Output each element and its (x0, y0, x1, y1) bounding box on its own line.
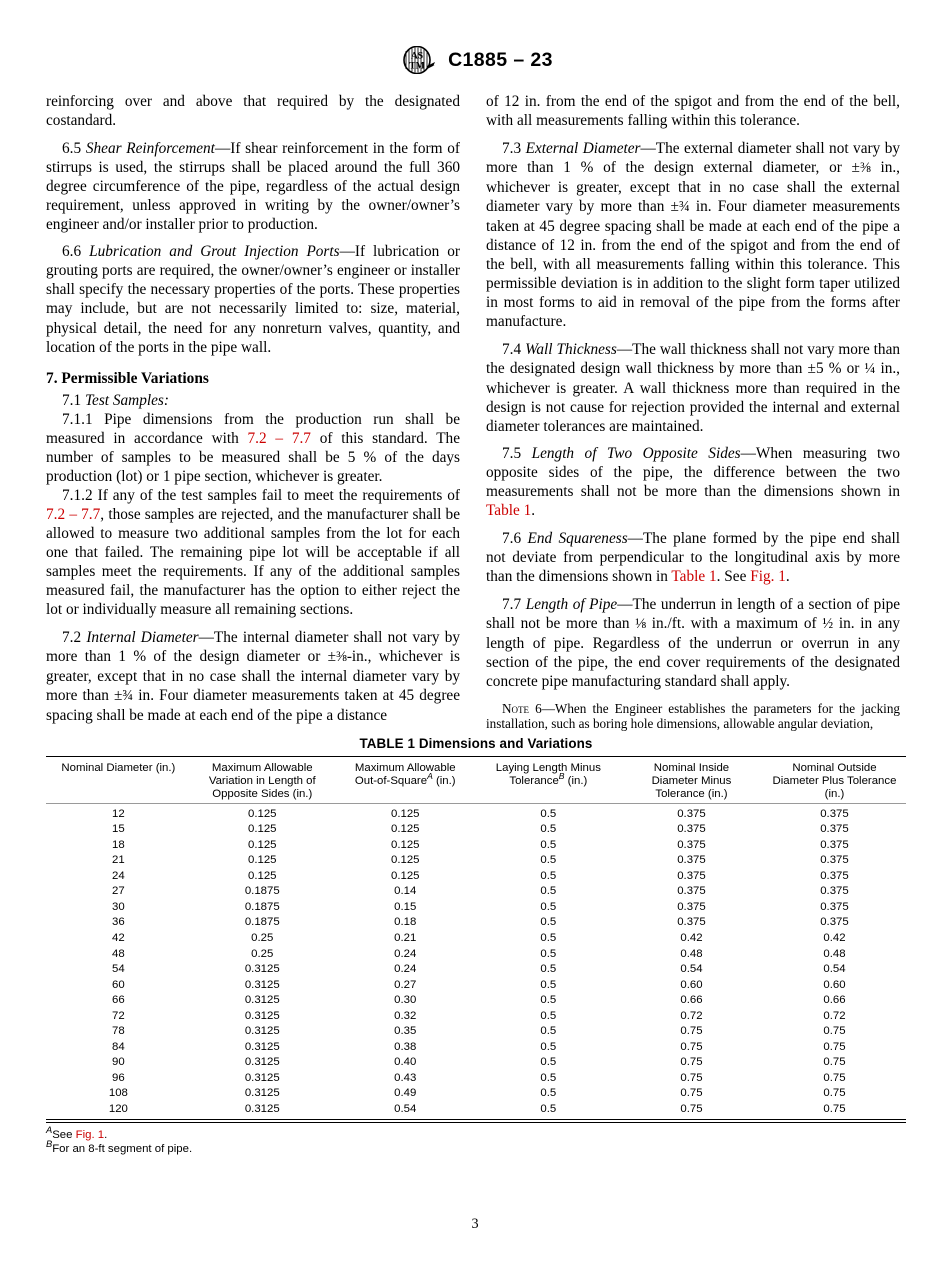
cell-nominal-outside-diameter-plus-tolerance: 0.75 (823, 1087, 846, 1100)
table-row (46, 993, 906, 1009)
cell-laying-length-minus-tolerance: 0.5 (540, 931, 557, 944)
section-7-1-2-text-a: If any of the test samples fail to meet the requirements of (97, 486, 461, 504)
section-7-6 (486, 529, 900, 586)
page-header (0, 46, 950, 80)
section-7-2-text-c: in. Four diameter measurements taken at 45 degree spacing shall be made at each end of the pipe a distance (46, 686, 460, 724)
cell-nominal-outside-diameter-plus-tolerance: 0.75 (823, 1071, 846, 1084)
header-line: Tolerance (509, 774, 559, 787)
cell-max-variation-opposite-sides: 0.1875 (244, 900, 280, 913)
section-7-1-2-text-b: , those samples are rejected, and the manufacturer shall be allowed to measure two additional samples from the lot for each one that failed. The remaining pipe lot will be acceptable if all samples meet the requirements. If any of the additional samples measured fail, the manufacturer has the option to either reject the lot or individually measure all remaining sections. (46, 505, 460, 619)
cell-max-out-of-square: 0.43 (394, 1071, 417, 1084)
cell-laying-length-minus-tolerance: 0.5 (540, 1071, 557, 1084)
column-header-nominal-diameter (46, 757, 191, 804)
cell-laying-length-minus-tolerance: 0.5 (540, 1009, 557, 1022)
section-7-3-title: External Diameter (525, 139, 641, 157)
cell-max-out-of-square: 0.38 (394, 1040, 417, 1053)
cell-nominal-outside-diameter-plus-tolerance: 0.375 (820, 854, 849, 867)
section-7-1-1-text-a: Pipe dimensions from the production run shall be measured in accordance with (46, 410, 460, 447)
fraction-one-eighth: ⅛ (635, 615, 647, 632)
cell-max-variation-opposite-sides: 0.125 (248, 823, 277, 836)
cell-laying-length-minus-tolerance: 0.5 (540, 1087, 557, 1100)
section-7-2-text-a: —The internal diameter shall not vary by more than 1 % of the design diameter or ± (46, 628, 460, 665)
table-1-dimensions-and-variations (46, 756, 906, 1120)
table-row (46, 853, 906, 869)
section-7-3-text-c: in. Four diameter measurements taken at 45 degree spacing shall be made at each end of the pipe a distance of 12 in. from the end of the spigot and from the end of the bell, with all measurements falling within this tolerance. This permissible deviation is in addition to the slight form taper utilized in most forms to aid in removal of the pipe from the forms after manufacture. (486, 197, 900, 331)
svg-text:AS: AS (410, 50, 424, 62)
cell-max-variation-opposite-sides: 0.125 (248, 838, 277, 851)
section-7-3-number: 7.3 (502, 139, 522, 157)
section-6-5-text: —If shear reinforcement in the form of stirrups is used, the stirrups shall be placed around the full 360 degree circumference of the pipe, regardless of the actual design requirement, unless approved in writing by the owner/owner’s engineer and/or installer prior to production. (46, 139, 460, 233)
cell-max-variation-opposite-sides: 0.3125 (244, 963, 280, 976)
note-label: Note (502, 700, 530, 716)
section-7-5-title: Length of Two Opposite Sides (531, 445, 741, 463)
cell-nominal-inside-diameter-minus-tolerance: 0.375 (677, 823, 706, 836)
section-7-1-2 (46, 486, 460, 619)
cell-nominal-outside-diameter-plus-tolerance: 0.75 (823, 1025, 846, 1038)
cell-laying-length-minus-tolerance: 0.5 (540, 838, 557, 851)
cell-nominal-outside-diameter-plus-tolerance: 0.375 (820, 900, 849, 913)
cell-max-variation-opposite-sides: 0.3125 (244, 994, 280, 1007)
header-line: Out-of-Square (354, 774, 428, 787)
cell-max-variation-opposite-sides: 0.125 (248, 854, 277, 867)
carryover-paragraph: of 12 in. from the end of the spigot and from the end of the bell, with all measurements falling within this tolerance. (486, 93, 900, 130)
table-row (46, 1055, 906, 1071)
cell-nominal-inside-diameter-minus-tolerance: 0.375 (677, 854, 706, 867)
table-row (46, 868, 906, 884)
header-line: Diameter Minus (651, 774, 732, 787)
table-1-block (46, 736, 906, 1157)
cell-nominal-inside-diameter-minus-tolerance: 0.375 (677, 869, 706, 882)
cell-nominal-diameter: 54 (112, 963, 125, 976)
table-row (46, 915, 906, 931)
footnote-marker-a: A (427, 771, 433, 782)
header-line: Nominal Inside (653, 762, 730, 774)
table-footnote (46, 1125, 906, 1142)
table-row (46, 1008, 906, 1024)
crossref-fig-1[interactable]: Fig. 1 (75, 1128, 105, 1141)
cell-max-out-of-square: 0.125 (390, 869, 420, 882)
cell-max-variation-opposite-sides: 0.125 (248, 869, 277, 882)
cell-laying-length-minus-tolerance: 0.5 (540, 916, 557, 929)
left-column (46, 92, 460, 725)
cell-nominal-inside-diameter-minus-tolerance: 0.375 (677, 900, 706, 913)
column-header-max-allowable-variation-length-opposite-sides (191, 757, 334, 804)
cell-laying-length-minus-tolerance: 0.5 (540, 963, 557, 976)
section-7-5-text-b: . (531, 502, 536, 520)
column-header-nominal-inside-diameter-minus-tolerance (620, 757, 763, 804)
table-1-caption: TABLE 1 Dimensions and Variations (359, 736, 593, 751)
cell-max-out-of-square: 0.14 (394, 885, 417, 898)
table-row (46, 822, 906, 838)
section-7-3-text-b: in., whichever is greater, except that in no case shall the external diameter vary by more than ± (486, 158, 900, 215)
cell-max-out-of-square: 0.54 (334, 1101, 477, 1119)
cell-nominal-outside-diameter-plus-tolerance: 0.375 (820, 916, 849, 929)
cell-nominal-outside-diameter-plus-tolerance: 0.75 (763, 1101, 906, 1119)
astm-logo (397, 46, 437, 74)
table-header-row (46, 757, 906, 804)
table-row (46, 1101, 906, 1119)
cell-nominal-inside-diameter-minus-tolerance: 0.375 (677, 838, 706, 851)
table-row (46, 977, 906, 993)
fraction-one-half: ½ (822, 615, 834, 632)
cell-max-variation-opposite-sides: 0.3125 (244, 1087, 280, 1100)
footnote-marker: B (46, 1139, 53, 1150)
cell-nominal-inside-diameter-minus-tolerance: 0.375 (677, 885, 706, 898)
crossref-7-2-7-7[interactable]: 7.2 – 7.7 (247, 429, 311, 447)
cell-nominal-outside-diameter-plus-tolerance: 0.375 (763, 803, 906, 821)
cell-max-out-of-square: 0.24 (394, 963, 417, 976)
section-7-2-number: 7.2 (62, 628, 82, 646)
cell-nominal-inside-diameter-minus-tolerance: 0.48 (680, 947, 703, 960)
header-line: Tolerance (in.) (655, 787, 728, 800)
fraction-one-quarter: ¼ (864, 360, 876, 377)
section-7-6-text-a: —The plane formed by the pipe end shall not deviate from perpendicular to the longitudinal axis by more than the dimensions shown in (486, 529, 901, 586)
cell-nominal-outside-diameter-plus-tolerance: 0.75 (823, 1040, 846, 1053)
document-designation: C1885 – 23 (448, 48, 553, 71)
note-number: 6 (529, 700, 542, 716)
cell-max-out-of-square: 0.40 (394, 1056, 417, 1069)
header-line: Maximum Allowable (354, 762, 456, 774)
cell-nominal-outside-diameter-plus-tolerance: 0.375 (820, 869, 849, 882)
section-7-1-title: Test Samples: (84, 391, 169, 409)
section-7-5 (486, 444, 900, 520)
cell-nominal-outside-diameter-plus-tolerance: 0.72 (823, 1009, 846, 1022)
section-7-1-number: 7.1 (62, 391, 82, 409)
cell-nominal-diameter: 96 (112, 1071, 125, 1084)
cell-nominal-inside-diameter-minus-tolerance: 0.54 (680, 963, 703, 976)
cell-nominal-diameter: 60 (112, 978, 125, 991)
cell-max-out-of-square: 0.32 (394, 1009, 417, 1022)
cell-max-variation-opposite-sides: 0.3125 (244, 1040, 280, 1053)
cell-nominal-inside-diameter-minus-tolerance: 0.72 (680, 1009, 703, 1022)
cell-nominal-diameter: 120 (46, 1101, 191, 1119)
cell-nominal-diameter: 108 (108, 1087, 128, 1100)
cell-max-variation-opposite-sides: 0.3125 (244, 978, 280, 991)
table-row (46, 1024, 906, 1040)
cell-nominal-outside-diameter-plus-tolerance: 0.60 (823, 978, 846, 991)
section-7-5-number: 7.5 (502, 445, 522, 463)
cell-max-variation-opposite-sides: 0.1875 (244, 885, 280, 898)
section-7-7-title: Length of Pipe (525, 595, 618, 613)
cell-nominal-diameter: 84 (112, 1040, 125, 1053)
table-row (46, 930, 906, 946)
cell-nominal-inside-diameter-minus-tolerance: 0.42 (680, 931, 703, 944)
section-7-6-text-b: . See (716, 568, 751, 586)
column-header-max-allowable-out-of-square (334, 757, 477, 804)
cell-nominal-diameter: 66 (112, 994, 125, 1007)
header-line: Nominal Outside (792, 762, 877, 774)
cell-max-variation-opposite-sides: 0.3125 (244, 1071, 280, 1084)
cell-nominal-diameter: 15 (112, 823, 125, 836)
fraction-three-quarters: ¾ (678, 198, 690, 215)
cell-nominal-diameter: 27 (112, 885, 125, 898)
cell-nominal-diameter: 78 (112, 1025, 125, 1038)
header-line: Laying Length Minus (495, 762, 601, 774)
section-6-5-number: 6.5 (62, 139, 82, 157)
table-body (46, 803, 906, 1119)
cell-max-variation-opposite-sides: 0.3125 (244, 1025, 280, 1038)
section-7-7-text-b: in./ft. with a maximum of (646, 614, 823, 632)
note-6 (486, 701, 900, 732)
cell-nominal-inside-diameter-minus-tolerance: 0.75 (680, 1056, 703, 1069)
header-line: Nominal Diameter (in.) (61, 762, 176, 774)
header-line: Opposite Sides (in.) (212, 787, 313, 800)
column-header-laying-length-minus-tolerance (477, 757, 620, 804)
cell-laying-length-minus-tolerance: 0.5 (540, 900, 557, 913)
section-7-4-title: Wall Thickness (525, 340, 617, 358)
cell-laying-length-minus-tolerance: 0.5 (540, 1040, 557, 1053)
right-column (486, 92, 900, 732)
cell-laying-length-minus-tolerance: 0.5 (540, 823, 557, 836)
section-7-4-text-b: in., whichever is greater. A wall thickness more than required in the design is not cause for rejection provided the internal and external diameter tolerances are maintained. (486, 359, 901, 435)
cell-nominal-inside-diameter-minus-tolerance: 0.60 (680, 978, 703, 991)
section-7-4-text-a: —The wall thickness shall not vary more than the designated design wall thickness by more than ±5 % or (486, 340, 901, 377)
cell-max-out-of-square: 0.24 (394, 947, 417, 960)
table-footnote (46, 1139, 906, 1156)
cell-nominal-diameter: 21 (112, 854, 125, 867)
section-7-4 (486, 340, 900, 436)
footnote-text: For an 8-ft segment of pipe. (52, 1143, 193, 1156)
cell-nominal-outside-diameter-plus-tolerance: 0.42 (823, 931, 846, 944)
cell-laying-length-minus-tolerance: 0.5 (540, 854, 557, 867)
cell-nominal-diameter: 90 (112, 1056, 125, 1069)
section-7-2-title: Internal Diameter (86, 628, 199, 646)
cell-laying-length-minus-tolerance: 0.5 (540, 994, 557, 1007)
section-7-1-2-number: 7.1.2 (62, 486, 93, 504)
section-6-6-title: Lubrication and Grout Injection Ports (89, 243, 340, 261)
cell-nominal-inside-diameter-minus-tolerance: 0.375 (677, 916, 706, 929)
section-6-6-text: —If lubrication or grouting ports are required, the owner/owner’s engineer or installer shall specify the necessary properties of the ports. These properties may include, but are not necessarily limited to: size, material, physical detail, the need for any nonreturn valves, quantity, and location of the ports in the pipe wall. (46, 243, 460, 356)
section-7-4-number: 7.4 (502, 340, 522, 358)
section-7-6-text-c: . (785, 568, 790, 586)
header-line: Variation in Length of (208, 774, 316, 787)
page-number: 3 (471, 1216, 479, 1232)
cell-max-out-of-square: 0.125 (390, 838, 420, 851)
table-row (46, 884, 906, 900)
crossref-table-1[interactable]: Table 1 (671, 568, 717, 586)
cell-laying-length-minus-tolerance: 0.5 (540, 869, 557, 882)
cell-max-out-of-square: 0.21 (394, 931, 417, 944)
cell-nominal-outside-diameter-plus-tolerance: 0.66 (823, 994, 846, 1007)
cell-max-variation-opposite-sides: 0.3125 (244, 1056, 280, 1069)
cell-max-out-of-square: 0.18 (394, 916, 417, 929)
table-row (46, 1070, 906, 1086)
crossref-fig-1[interactable]: Fig. 1 (750, 568, 786, 586)
carryover-paragraph: reinforcing over and above that required by the designated costandard. (46, 93, 460, 130)
cell-max-variation-opposite-sides: 0.3125 (244, 1009, 280, 1022)
cell-nominal-outside-diameter-plus-tolerance: 0.375 (820, 823, 849, 836)
cell-max-variation-opposite-sides: 0.3125 (191, 1101, 334, 1119)
header-line: Maximum Allowable (211, 762, 313, 774)
cell-laying-length-minus-tolerance: 0.5 (477, 803, 620, 821)
cell-max-out-of-square: 0.15 (394, 900, 417, 913)
section-7-1-1 (46, 410, 460, 486)
cell-nominal-outside-diameter-plus-tolerance: 0.375 (820, 885, 849, 898)
section-7-6-number: 7.6 (502, 529, 522, 547)
section-7-2 (46, 628, 460, 725)
header-line: Diameter Plus Tolerance (772, 774, 897, 787)
cell-nominal-diameter: 72 (112, 1009, 125, 1022)
cell-nominal-inside-diameter-minus-tolerance: 0.75 (680, 1025, 703, 1038)
fraction-three-quarters: ¾ (122, 687, 134, 704)
crossref-table-1[interactable]: Table 1 (486, 502, 532, 520)
footnote-text-tail: . (104, 1128, 108, 1141)
note-text: —When the Engineer establishes the parameters for the jacking installation, such as boring hole dimensions, allowable angular deviation, (486, 700, 901, 732)
cell-laying-length-minus-tolerance: 0.5 (540, 978, 557, 991)
section-7-5-text-a: —When measuring two opposite sides of the pipe, the difference between the two measurements shall not be more than the dimensions shown in (486, 445, 901, 501)
cell-max-out-of-square: 0.30 (394, 994, 417, 1007)
cell-nominal-inside-diameter-minus-tolerance: 0.75 (680, 1071, 703, 1084)
cell-nominal-diameter: 24 (112, 869, 125, 882)
cell-laying-length-minus-tolerance: 0.5 (477, 1101, 620, 1119)
footnote-marker-b: B (558, 771, 565, 782)
table-row (46, 803, 906, 821)
cell-nominal-inside-diameter-minus-tolerance: 0.375 (620, 803, 763, 821)
cell-nominal-diameter: 42 (112, 931, 125, 944)
header-line: (in.) (824, 787, 845, 800)
cell-nominal-inside-diameter-minus-tolerance: 0.75 (680, 1040, 703, 1053)
table-row (46, 837, 906, 853)
cell-nominal-diameter: 48 (112, 947, 125, 960)
column-header-nominal-outside-diameter-plus-tolerance (763, 757, 906, 804)
footnote-text: See (52, 1128, 76, 1141)
header-line: (in.) (432, 774, 456, 787)
fraction-three-eighths: ⅜ (859, 159, 871, 176)
cell-max-variation-opposite-sides: 0.125 (191, 803, 334, 821)
cell-max-out-of-square: 0.27 (394, 978, 417, 991)
section-7-heading: 7. Permissible Variations (46, 369, 209, 387)
cell-laying-length-minus-tolerance: 0.5 (540, 1056, 557, 1069)
section-7-7-text-a: —The underrun in length of a section of pipe shall not be more than (486, 595, 901, 632)
cell-max-out-of-square: 0.49 (394, 1087, 417, 1100)
cell-nominal-outside-diameter-plus-tolerance: 0.54 (823, 963, 846, 976)
cell-nominal-diameter: 30 (112, 900, 125, 913)
section-6-6-number: 6.6 (62, 243, 82, 261)
table-row (46, 1039, 906, 1055)
section-7-3 (486, 139, 900, 331)
table-row (46, 1086, 906, 1102)
section-6-6 (46, 242, 460, 356)
cell-nominal-diameter: 12 (46, 803, 191, 821)
table-row (46, 946, 906, 962)
cell-nominal-outside-diameter-plus-tolerance: 0.375 (820, 838, 849, 851)
cell-nominal-outside-diameter-plus-tolerance: 0.75 (823, 1056, 846, 1069)
cell-nominal-outside-diameter-plus-tolerance: 0.48 (823, 947, 846, 960)
body-columns (46, 92, 906, 732)
cell-nominal-inside-diameter-minus-tolerance: 0.75 (680, 1087, 703, 1100)
cell-laying-length-minus-tolerance: 0.5 (540, 885, 557, 898)
cell-nominal-inside-diameter-minus-tolerance: 0.66 (680, 994, 703, 1007)
section-7-3-text-a: —The external diameter shall not vary by more than 1 % of the design external diameter, or ± (486, 139, 900, 176)
cell-max-variation-opposite-sides: 0.25 (251, 931, 274, 944)
section-7-7-text-c: in. in any length of pipe. Regardless of the underrun or overrun in any section of the pipe, the end cover requirements of the designated concrete pipe manufacturing standard shall apply. (486, 614, 900, 690)
section-6-5 (46, 139, 460, 234)
section-7-1-1-text-b: of this standard. The number of samples to be measured shall be 5 % of the days production (lot) or 1 pipe section, whichever is greater. (46, 429, 460, 485)
table-row (46, 961, 906, 977)
section-7-1-1-number: 7.1.1 (62, 410, 93, 428)
section-7-1 (46, 391, 460, 410)
section-7-7-number: 7.7 (502, 595, 522, 613)
section-7-6-title: End Squareness (527, 529, 628, 547)
crossref-7-2-7-7[interactable]: 7.2 – 7.7 (46, 505, 101, 523)
section-6-5-title: Shear Reinforcement (85, 139, 215, 157)
section-7-2-text-b: -in., whichever is greater, except that in no case shall the internal diameter vary by more than ± (46, 647, 460, 704)
cell-laying-length-minus-tolerance: 0.5 (540, 1025, 557, 1038)
footnote-marker: A (46, 1125, 53, 1136)
cell-max-variation-opposite-sides: 0.25 (251, 947, 274, 960)
cell-max-out-of-square: 0.125 (390, 854, 420, 867)
header-line: (in.) (564, 774, 588, 787)
cell-nominal-inside-diameter-minus-tolerance: 0.75 (620, 1101, 763, 1119)
cell-laying-length-minus-tolerance: 0.5 (540, 947, 557, 960)
cell-max-out-of-square: 0.125 (390, 823, 420, 836)
cell-max-out-of-square: 0.125 (334, 803, 477, 821)
fraction-three-eighths: ⅜ (336, 648, 347, 665)
section-7-7 (486, 595, 900, 691)
cell-nominal-diameter: 36 (112, 916, 125, 929)
svg-text:TM: TM (409, 60, 425, 72)
table-header (46, 757, 906, 804)
cell-max-variation-opposite-sides: 0.1875 (244, 916, 280, 929)
cell-max-out-of-square: 0.35 (394, 1025, 417, 1038)
table-row (46, 899, 906, 915)
table-footnotes (46, 1123, 906, 1157)
cell-nominal-diameter: 18 (112, 838, 125, 851)
